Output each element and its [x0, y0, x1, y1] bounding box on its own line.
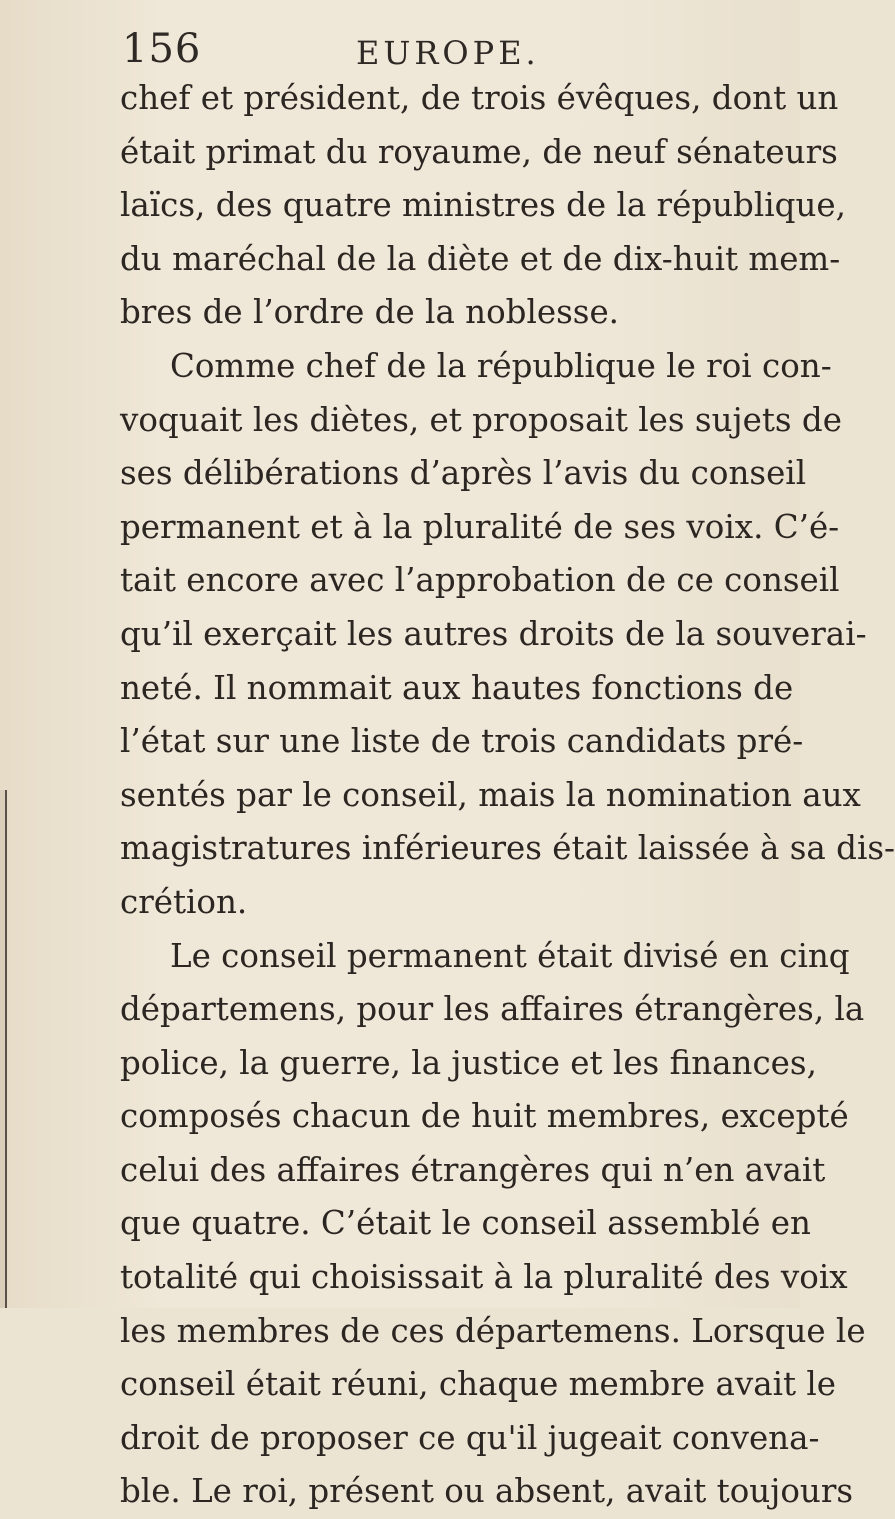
- text-line: du maréchal de la diète et de dix-huit mem-: [120, 239, 841, 278]
- text-line: tait encore avec l’approbation de ce conseil: [120, 561, 840, 600]
- text-line: composés chacun de huit membres, excepté: [120, 1097, 849, 1136]
- text-line: sentés par le conseil, mais la nomination aux: [120, 775, 861, 814]
- text-line: qu’il exerçait les autres droits de la souverai-: [120, 614, 867, 653]
- text-line: celui des affaires étrangères qui n’en avait: [120, 1150, 826, 1189]
- text-line: police, la guerre, la justice et les finances,: [120, 1043, 817, 1082]
- text-line: totalité qui choisissait à la pluralité des voix: [120, 1258, 848, 1297]
- text-line: neté. Il nommait aux hautes fonctions de: [120, 668, 794, 707]
- text-line: laïcs, des quatre ministres de la république,: [120, 186, 846, 225]
- text-line: départemens, pour les affaires étrangères, la: [120, 990, 865, 1029]
- text-line: conseil était réuni, chaque membre avait le: [120, 1365, 836, 1404]
- page-header: [0, 26, 800, 76]
- text-line: Le conseil permanent était divisé en cinq: [170, 936, 850, 975]
- page-edge-rule: [0, 790, 7, 1308]
- text-line: ses délibérations d’après l’avis du conseil: [120, 454, 807, 493]
- text-line: crétion.: [120, 882, 248, 921]
- text-line: que quatre. C’était le conseil assemblé en: [120, 1204, 811, 1243]
- text-line: ble. Le roi, présent ou absent, avait toujours: [120, 1472, 854, 1511]
- text-line: magistratures inférieures était laissée à sa dis-: [120, 829, 895, 868]
- running-title: EUROPE.: [356, 34, 540, 72]
- body-text: [120, 72, 895, 1519]
- text-line: permanent et à la pluralité de ses voix. C’é-: [120, 507, 840, 546]
- text-line: droit de proposer ce qu'il jugeait convena-: [120, 1418, 820, 1457]
- text-line: les membres de ces départemens. Lorsque le: [120, 1311, 866, 1350]
- text-line: Comme chef de la république le roi con-: [170, 346, 832, 385]
- text-line: bres de l’ordre de la noblesse.: [120, 293, 620, 332]
- page-number: 156: [122, 26, 202, 72]
- text-line: était primat du royaume, de neuf sénateurs: [120, 132, 838, 171]
- text-line: l’état sur une liste de trois candidats pré-: [120, 722, 804, 761]
- text-line: chef et président, de trois évêques, dont un: [120, 79, 839, 117]
- text-line: voquait les diètes, et proposait les sujets de: [120, 400, 842, 439]
